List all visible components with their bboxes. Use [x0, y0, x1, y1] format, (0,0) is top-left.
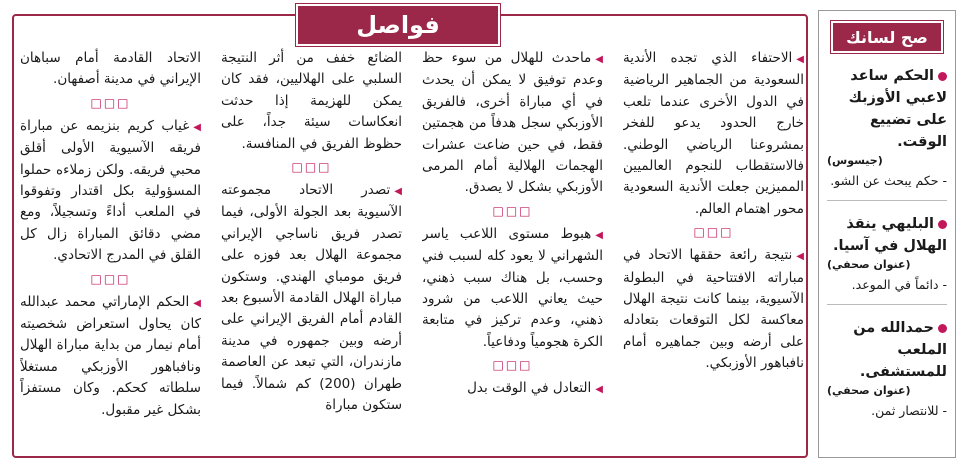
- bullet-arrow-icon: ◀: [595, 229, 603, 241]
- sidebar-headline: [827, 213, 947, 257]
- sidebar-comment: - دائماً في الموعد.: [851, 277, 947, 292]
- paragraph-text: هبوط مستوى اللاعب ياسر الشهراني لا يعود كله لسبب فني وحسب، بل هناك سبب ذهني، حيث يعاني اللاعب من شرود ذهني، وعدم تركيز في متابعة الكرة هجومياً ودفاعياً.: [422, 225, 603, 350]
- paragraph-text: ماحدث للهلال من سوء حظ وعدم توفيق لا يمكن أن يحدث في أي مباراة أخرى، فالفريق الأوزبكي سجل هدفاً من هجمتين فقط، في حين ضاعت عشرات الهجمات الهلالية أمام المرمى الأوزبكي بشكل لا يصدق.: [422, 50, 603, 196]
- sidebar-headline: [827, 65, 947, 153]
- article-paragraph: [422, 224, 603, 353]
- sidebar-comment: - حكم يبحث عن الشو.: [830, 173, 947, 188]
- paragraph-text: نتيجة رائعة حققها الاتحاد في مباراته الافتتاحية في البطولة الآسيوية، بينما كانت نتيجة الهلال معاكسة لكل التوقعات بتعادله على أرضه وبين جماهيره أمام نافباهور الأوزبكي.: [623, 247, 804, 372]
- bullet-arrow-icon: ◀: [394, 186, 402, 198]
- article-title: فواصل: [296, 4, 500, 46]
- separator: □□□: [492, 203, 533, 218]
- sidebar-headline: [827, 317, 947, 383]
- paragraph-text: الاتحاد القادمة أمام سباهان الإيراني في مدينة أصفهان.: [20, 50, 201, 88]
- article-paragraph: [422, 378, 603, 400]
- bullet-arrow-icon: ◀: [796, 251, 804, 263]
- sidebar: [818, 10, 956, 458]
- separator: □□□: [492, 358, 533, 373]
- article-paragraph: [422, 48, 603, 199]
- sidebar-comment: - للانتصار ثمن.: [871, 403, 947, 418]
- bullet-dot-icon: [938, 72, 947, 81]
- article-paragraph: [221, 180, 402, 416]
- paragraph-text: الحكم الإماراتي محمد عبدالله كان يحاول استعراض شخصيته أمام نيمار من بداية مباراة الهلال ونافباهور الأوزبكي مستغلاً سلطاته كحكم. وكان مستفزاً بشكل غير مقبول.: [20, 293, 201, 418]
- bullet-arrow-icon: ◀: [193, 121, 201, 133]
- paragraph-text: التعادل في الوقت بدل: [467, 380, 592, 397]
- paragraph-text: الاحتفاء الذي تجده الأندية السعودية من الجماهير الرياضية في الدول الأخرى عندما تلعب خارج الحدود يدعو للفخر بمشروعنا الرياضي الوطني. فالاستقطاب للنجوم العالميين المميزين جعلت الأندية السعودية محور اهتمام العالم.: [623, 50, 804, 217]
- sidebar-item: [819, 201, 955, 296]
- sidebar-item: [819, 305, 955, 422]
- sidebar-source: (عنوان صحفي): [827, 258, 911, 271]
- article-column-2: [422, 48, 603, 452]
- article-paragraph: [20, 48, 201, 91]
- sidebar-source: (جيسوس): [827, 154, 883, 167]
- sidebar-source: (عنوان صحفي): [827, 384, 911, 397]
- headline-text: البليهي ينقذ الهلال في آسيا.: [833, 216, 947, 254]
- bullet-arrow-icon: ◀: [595, 384, 603, 396]
- article-paragraph: [623, 245, 804, 374]
- article-columns: [20, 48, 804, 452]
- separator: □□□: [90, 271, 131, 286]
- separator: □□□: [90, 95, 131, 110]
- paragraph-text: تصدر الاتحاد مجموعته الآسيوية بعد الجولة الأولى، فيما تصدر فريق ناساجي الإيراني مجموعة الهلال بعد فوزه على فريق مومباي الهندي. وستكون مباراة الهلال القادمة الأسبوع بعد القادم أمام الفريق الإيراني على أرضه وبين جمهوره في مدينة مازندران، التي تبعد عن العاصمة طهران (200) كم شمالاً. فيما ستكون مباراة: [221, 182, 402, 414]
- bullet-arrow-icon: ◀: [595, 54, 603, 65]
- bullet-arrow-icon: ◀: [193, 297, 201, 309]
- headline-text: الحكم ساعد لاعبي الأوزبك على تضييع الوقت.: [848, 68, 947, 150]
- article-paragraph: [623, 48, 804, 220]
- bullet-dot-icon: [938, 220, 947, 229]
- paragraph-text: الضائع خفف من أثر النتيجة السلبي على الهلاليين، فقد كان يمكن للهزيمة إذا حدثت انعكاسات سيئة جداً، على حظوظ الفريق في المنافسة.: [221, 50, 402, 152]
- paragraph-text: غياب كريم بنزيمه عن مباراة فريقه الآسيوية الأولى أقلق محبي فريقه. ولكن زملاءه حملوا المسؤولية بكل اقتدار وتفوقوا في الملعب أداءً وتسجيلاً، ومع مضي دقائق المباراة زال كل القلق في المدرج الاتحادي.: [20, 117, 201, 264]
- separator: □□□: [291, 160, 332, 175]
- bullet-dot-icon: [938, 324, 947, 333]
- bullet-arrow-icon: ◀: [796, 54, 804, 65]
- separator: □□□: [693, 225, 734, 240]
- article-paragraph: [20, 116, 201, 267]
- article-column-1: [623, 48, 804, 452]
- article-paragraph: [20, 292, 201, 421]
- article-paragraph: [221, 48, 402, 155]
- article-column-4: [20, 48, 201, 452]
- headline-text: حمدالله من الملعب للمستشفى.: [853, 320, 947, 380]
- sidebar-item: [819, 53, 955, 192]
- sidebar-title: صح لسانك: [831, 21, 943, 53]
- article-column-3: [221, 48, 402, 452]
